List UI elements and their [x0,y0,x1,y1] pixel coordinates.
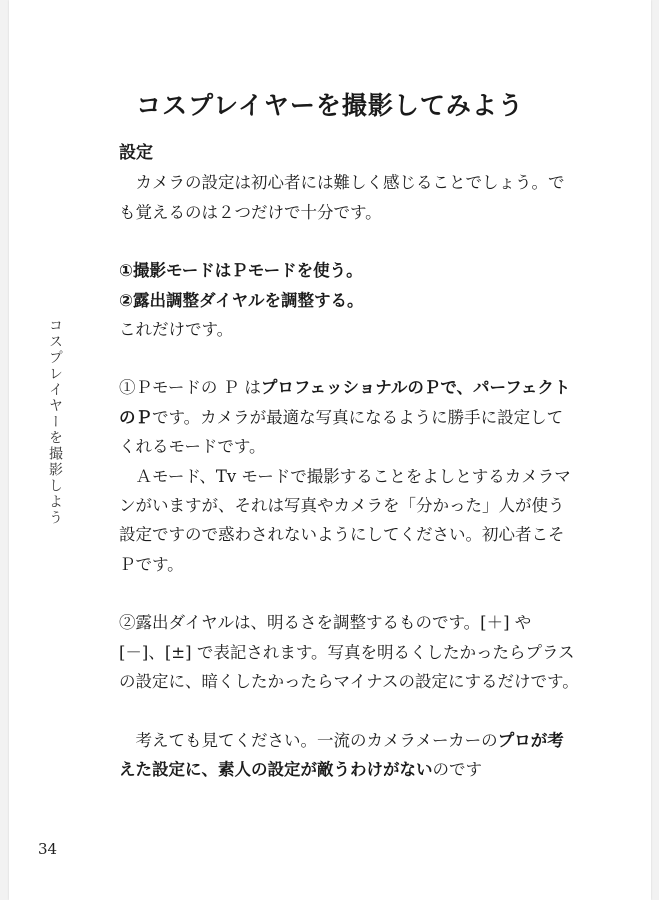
paragraph-gap [119,579,579,608]
summary-line: これだけです。 [119,320,234,340]
section-heading: 設定 [119,143,153,163]
paragraph-gap [119,227,579,256]
rule-1: ①撮影モードはＰモードを使う。 [119,261,363,281]
page-number: 34 [38,840,58,858]
closing-text-c: のです [432,759,482,779]
page-body [119,139,579,784]
running-head: コスプレイヤーを撮影しよう [47,318,63,526]
book-page [9,0,651,900]
closing-text-a: 考えても見てください。一流のカメラメーカーの [135,730,498,750]
closing-emphasis: プロが考えた設定に、素人の設定が敵うわけがない [119,730,564,779]
p-mode-paragraph [119,373,579,461]
p-mode-text-c: です。カメラが最適な写真になるように勝手に設定してくれるモードです。 [119,407,564,457]
a-tv-mode-paragraph: Ａモード、Tv モードで撮影することをよしとするカメラマンがいますが、それは写真やカメラを「分かった」人が使う設定ですので惑わされないようにしてください。初心者こそＰです。 [119,466,571,574]
p-mode-text-a: ①Ｐモードの Ｐ は [119,378,261,398]
rule-2: ②露出調整ダイヤルを調整する。 [119,290,364,310]
paragraph-gap [119,344,579,373]
exposure-paragraph: ②露出ダイヤルは、明るさを調整するものです。[＋] や [－]、[±] で表記されます。写真を明るくしたかったらプラスの設定に、暗くしたかったらマイナスの設定にするだけです。 [119,613,579,692]
page-title: コスプレイヤーを撮影してみよう [136,91,524,120]
paragraph-gap [119,697,579,726]
p-mode-emphasis: プロフェッショナルのＰで、パーフェクトのＰ [119,378,571,427]
intro-paragraph: カメラの設定は初心者には難しく感じることでしょう。でも覚えるのは２つだけで十分です。 [119,173,565,222]
closing-paragraph [119,726,579,785]
